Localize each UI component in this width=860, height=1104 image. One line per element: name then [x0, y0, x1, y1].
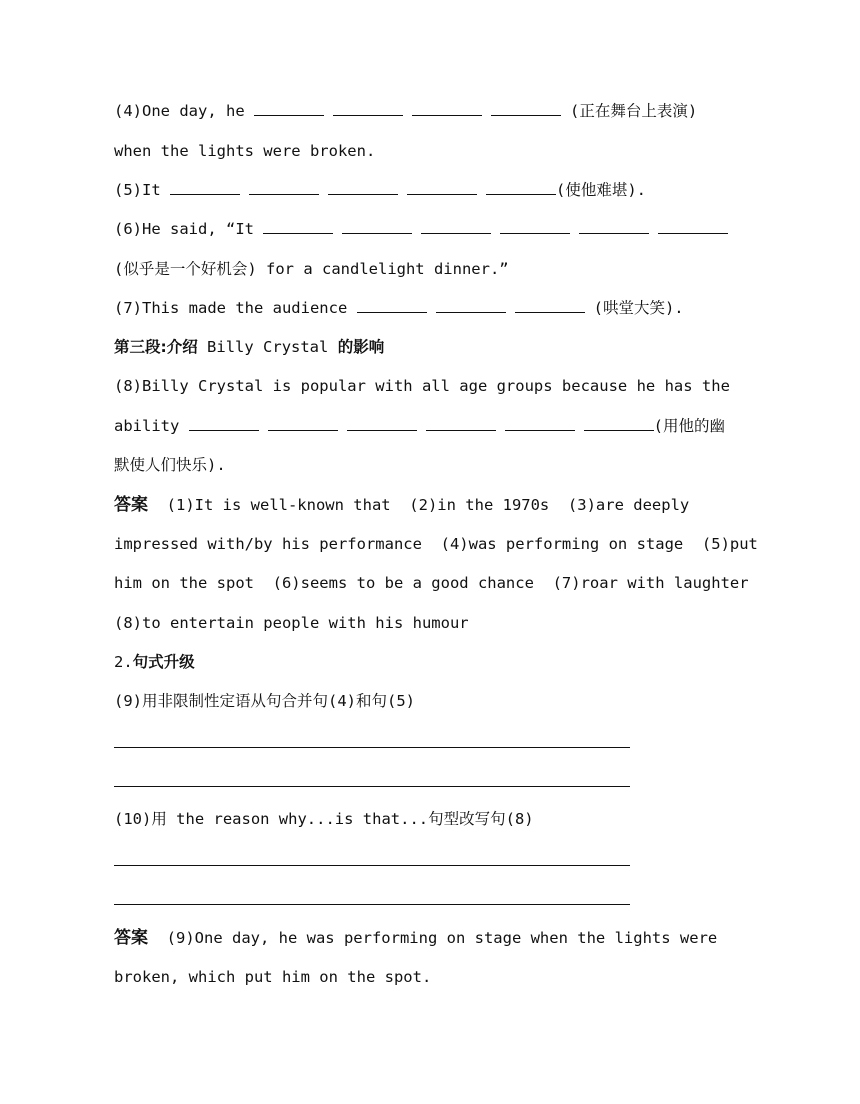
answer-blank[interactable] [357, 298, 427, 313]
answer-blank[interactable] [491, 101, 561, 116]
question-6-continuation [114, 259, 509, 279]
writing-line[interactable] [114, 747, 630, 748]
answer-blank[interactable] [333, 101, 403, 116]
answer-blank[interactable] [421, 219, 491, 234]
answer-label: 答案 [114, 928, 148, 948]
question-6-prefix: (6)He said, “It [114, 220, 264, 238]
answer-text: (9)One day, he was performing on stage when the lights were [148, 929, 718, 947]
question-7-hint: (哄堂大笑). [593, 299, 684, 317]
answer-blank[interactable] [263, 219, 333, 234]
question-5-prefix: (5)It [114, 181, 170, 199]
part-2-number: 2. [114, 653, 133, 671]
question-8-prefix: ability [114, 417, 189, 435]
answer-text: (1)It is well-known that (2)in the 1970s (3)are deeply [148, 496, 690, 514]
question-6-hint: (似乎是一个好机会) [114, 260, 257, 278]
answer-blank[interactable] [189, 416, 259, 431]
writing-line[interactable] [114, 865, 630, 866]
question-7-line [114, 298, 684, 318]
answer-blank[interactable] [342, 219, 412, 234]
question-8-line-1: (8)Billy Crystal is popular with all age groups because he has the [114, 377, 730, 395]
writing-line[interactable] [114, 786, 630, 787]
answer-blank[interactable] [268, 416, 338, 431]
question-6-line [114, 219, 728, 239]
answer-label: 答案 [114, 495, 148, 515]
question-4-line [114, 101, 697, 121]
section-heading-name: Billy Crystal [197, 338, 338, 356]
answer-blank[interactable] [254, 101, 324, 116]
answer-blank[interactable] [500, 219, 570, 234]
question-9: (9)用非限制性定语从句合并句(4)和句(5) [114, 692, 415, 710]
answer-blank[interactable] [436, 298, 506, 313]
answer-blank[interactable] [249, 180, 319, 195]
answer-blank[interactable] [515, 298, 585, 313]
question-8-line-2 [114, 416, 725, 436]
question-7-prefix: (7)This made the audience [114, 299, 357, 317]
answer-key-line-3: him on the spot (6)seems to be a good chance (7)roar with laughter [114, 574, 749, 592]
answer-key-2-line-1 [114, 928, 717, 948]
question-10: (10)用 the reason why...is that...句型改写句(8) [114, 810, 534, 828]
answer-blank[interactable] [579, 219, 649, 234]
question-4-prefix: (4)One day, he [114, 102, 254, 120]
question-8-hint: (用他的幽 [653, 417, 725, 435]
answer-key-line-2: impressed with/by his performance (4)was performing on stage (5)put [114, 535, 758, 553]
answer-blank[interactable] [347, 416, 417, 431]
question-4-continuation: when the lights were broken. [114, 142, 376, 160]
answer-blank[interactable] [328, 180, 398, 195]
section-3-heading [114, 337, 384, 357]
answer-blank[interactable] [658, 219, 728, 234]
answer-blank[interactable] [412, 101, 482, 116]
section-heading-label: 第三段:介绍 [114, 338, 198, 356]
answer-key-line-1 [114, 495, 689, 515]
question-6-tail: for a candlelight dinner.” [256, 260, 509, 278]
answer-blank[interactable] [486, 180, 556, 195]
section-heading-tail: 的影响 [337, 338, 385, 356]
question-5-line [114, 180, 646, 200]
answer-blank[interactable] [505, 416, 575, 431]
part-2-title: 句式升级 [132, 653, 195, 671]
answer-blank[interactable] [407, 180, 477, 195]
part-2-heading [114, 652, 195, 672]
answer-blank[interactable] [170, 180, 240, 195]
answer-blank[interactable] [426, 416, 496, 431]
answer-blank[interactable] [584, 416, 654, 431]
question-4-hint: (正在舞台上表演) [569, 102, 698, 120]
answer-key-2-line-2: broken, which put him on the spot. [114, 968, 432, 986]
writing-line[interactable] [114, 904, 630, 905]
question-5-hint: (使他难堪). [556, 181, 646, 199]
answer-key-line-4: (8)to entertain people with his humour [114, 614, 469, 632]
question-8-continuation: 默使人们快乐). [114, 456, 226, 474]
